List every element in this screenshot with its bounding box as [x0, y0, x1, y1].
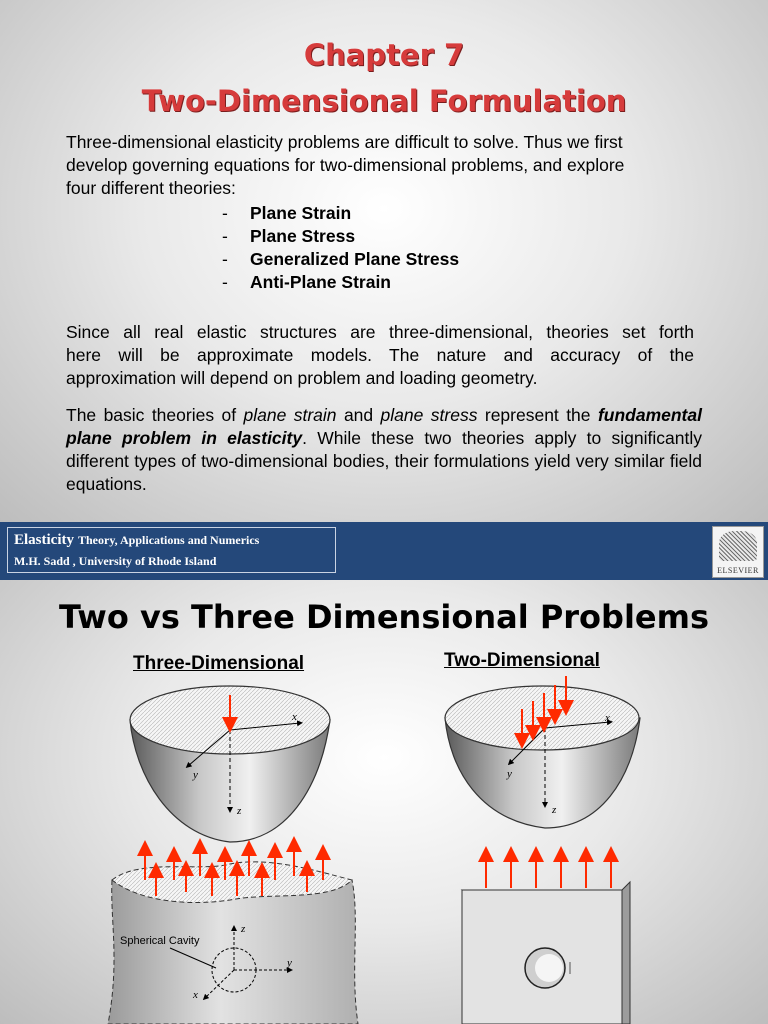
cylinder-body [108, 880, 358, 1024]
book-citation-box [7, 527, 336, 573]
plate-load-arrows [486, 854, 611, 888]
bowl-top-surface [445, 686, 639, 750]
body-with-spherical-cavity [108, 844, 358, 1024]
y-axis-label: y [193, 769, 198, 781]
basic-theories-paragraph: The basic theories of plane strain and plane stress represent the fundamental plane problem in elasticity. While these two theories apply to significantly different types of two-dimensional bodies, their formulations yield very similar field equations. [66, 405, 702, 494]
diagram-canvas [0, 580, 768, 1024]
two-dimensional-body [445, 676, 640, 828]
chapter-title: Chapter 7 [303, 38, 465, 72]
theory-item: - Plane Stress [222, 226, 356, 246]
intro-line: four different theories: [66, 178, 236, 198]
z-axis-label: z [237, 805, 242, 817]
theory-item: - Generalized Plane Stress [222, 249, 460, 269]
y-axis-label: y [287, 957, 292, 969]
approx-line: Since all real elastic structures are three-dimensional, theories set forth [66, 322, 694, 342]
slide-two-vs-three [0, 580, 768, 1024]
theory-item: - Plane Strain [222, 203, 352, 223]
two-dimensional-header: Two-Dimensional [444, 650, 600, 671]
plate-hole-inner [535, 954, 563, 982]
x-axis-label: x [193, 989, 198, 1001]
chapter-subtitle: Two-Dimensional Formulation [141, 84, 627, 118]
approx-line: approximation will depend on problem and loading geometry. [66, 368, 538, 388]
three-dimensional-body [130, 686, 330, 842]
theory-list [222, 202, 459, 294]
x-axis-label: x [292, 711, 297, 723]
slide-title: Two vs Three Dimensional Problems [58, 598, 709, 636]
intro-line: Three-dimensional elasticity problems are difficult to solve. Thus we first [66, 132, 623, 152]
tree-icon [719, 531, 757, 561]
thin-plate-with-hole [462, 854, 630, 1024]
book-subtitle: Theory, Applications and Numerics [78, 533, 260, 547]
theory-item: - Anti-Plane Strain [222, 272, 391, 292]
y-axis-label: y [507, 768, 512, 780]
cavity-label: Spherical Cavity [120, 935, 200, 947]
book-title: Elasticity [14, 532, 74, 548]
x-axis-label: x [605, 712, 610, 724]
z-axis-label: z [552, 804, 557, 816]
intro-paragraph [66, 131, 706, 200]
author-line: M.H. Sadd , University of Rhode Island [14, 554, 217, 568]
elsevier-logo: ELSEVIER [712, 526, 764, 578]
z-axis-label: z [241, 923, 246, 935]
slide-footer [0, 522, 768, 580]
approx-line: here will be approximate models. The nature and accuracy of the [66, 345, 694, 365]
intro-line: develop governing equations for two-dimensional problems, and explore [66, 155, 625, 175]
approx-paragraph [66, 321, 694, 390]
three-dimensional-header: Three-Dimensional [133, 653, 305, 674]
